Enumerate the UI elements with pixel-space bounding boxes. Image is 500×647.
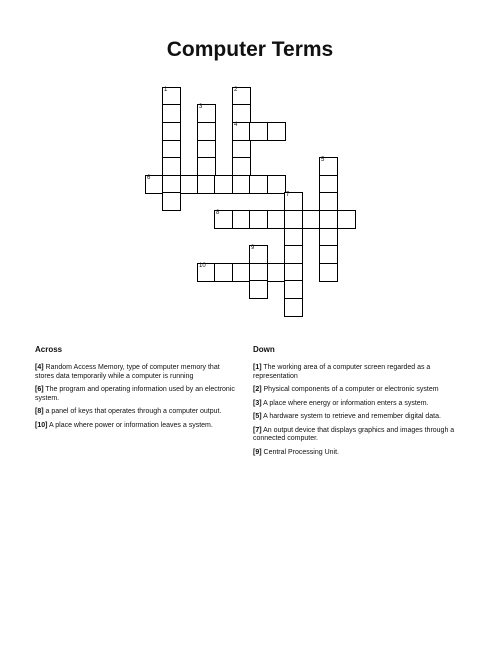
clue-text: An output device that displays graphics and images through a connected computer.: [253, 426, 455, 442]
clue-text: The program and operating information used by an electronic system.: [35, 386, 235, 402]
grid-cell[interactable]: [319, 192, 338, 211]
down-clue: [253, 386, 463, 395]
clue-number: 6: [147, 175, 151, 181]
clue-number: [8]: [35, 408, 44, 415]
down-heading: Down: [253, 345, 275, 354]
clue-number: [9]: [253, 448, 262, 456]
clue-text: Central Processing Unit.: [261, 448, 339, 456]
grid-cell[interactable]: [319, 157, 338, 176]
grid-cell[interactable]: [197, 157, 216, 176]
grid-cell[interactable]: [337, 210, 356, 229]
clue-number: [2]: [253, 386, 262, 393]
grid-cell[interactable]: [162, 192, 181, 211]
grid-cell[interactable]: [162, 104, 181, 123]
clue-number: [4]: [35, 364, 44, 371]
grid-cell[interactable]: [319, 210, 338, 229]
grid-cell[interactable]: [162, 157, 181, 176]
clue-number: [10]: [35, 421, 48, 429]
grid-cell[interactable]: [249, 210, 268, 229]
grid-cell[interactable]: [284, 280, 303, 299]
clue-number: [6]: [35, 386, 44, 393]
clue-number: [7]: [253, 426, 262, 434]
grid-cell[interactable]: [214, 263, 233, 282]
clue-number: 10: [199, 263, 206, 269]
clue-number: 8: [216, 210, 220, 216]
clue-text: A place where power or information leaves a system.: [47, 421, 213, 429]
down-clue-list: [253, 364, 463, 457]
clue-number: 1: [164, 87, 168, 93]
down-clue: [253, 364, 463, 381]
clue-text: Physical components of a computer or electronic system: [261, 386, 439, 393]
grid-cell[interactable]: [232, 104, 251, 123]
clue-text: A place where energy or information enters a system.: [261, 399, 429, 407]
across-clue-list: [35, 364, 240, 430]
clue-number: 3: [199, 104, 203, 110]
down-clue: [253, 413, 463, 422]
across-clue: [35, 422, 240, 431]
clue-text: a panel of keys that operates through a computer output.: [43, 408, 222, 415]
grid-cell[interactable]: [232, 157, 251, 176]
grid-cell[interactable]: [162, 122, 181, 141]
grid-cell[interactable]: [267, 122, 286, 141]
clue-number: 5: [321, 157, 325, 163]
grid-cell[interactable]: [284, 210, 303, 229]
across-clues: [35, 345, 240, 435]
grid-cell[interactable]: [249, 245, 268, 264]
grid-cell[interactable]: [197, 104, 216, 123]
grid-cell[interactable]: [284, 298, 303, 317]
clue-text: A hardware system to retrieve and remember digital data.: [261, 413, 441, 420]
clue-text: Random Access Memory, type of computer memory that stores data temporarily while a computer is running: [35, 364, 220, 380]
grid-cell[interactable]: [319, 263, 338, 282]
down-clues: [253, 345, 463, 462]
clue-number: 9: [251, 245, 255, 251]
page-title: Computer Terms: [166, 38, 334, 61]
down-clue: [253, 400, 463, 409]
clue-number: 7: [286, 192, 290, 198]
across-heading: Across: [35, 345, 63, 354]
across-clue: [35, 364, 240, 381]
across-clue: [35, 408, 240, 417]
across-clue: [35, 386, 240, 403]
clue-number: 4: [234, 122, 238, 128]
grid-cell[interactable]: [249, 122, 268, 141]
clue-number: [5]: [253, 413, 262, 420]
grid-cell[interactable]: [249, 280, 268, 299]
down-clue: [253, 449, 463, 458]
grid-cell[interactable]: [214, 175, 233, 194]
clue-number: [3]: [253, 399, 262, 407]
grid-cell[interactable]: [319, 245, 338, 264]
grid-cell[interactable]: [214, 210, 233, 229]
grid-cell[interactable]: [249, 175, 268, 194]
clue-number: [1]: [253, 364, 262, 371]
clue-number: 2: [234, 87, 238, 93]
grid-cell[interactable]: [197, 122, 216, 141]
grid-cell[interactable]: [284, 245, 303, 264]
down-clue: [253, 427, 463, 444]
grid-cell[interactable]: [284, 192, 303, 211]
clue-text: The working area of a computer screen regarded as a representation: [253, 364, 431, 380]
